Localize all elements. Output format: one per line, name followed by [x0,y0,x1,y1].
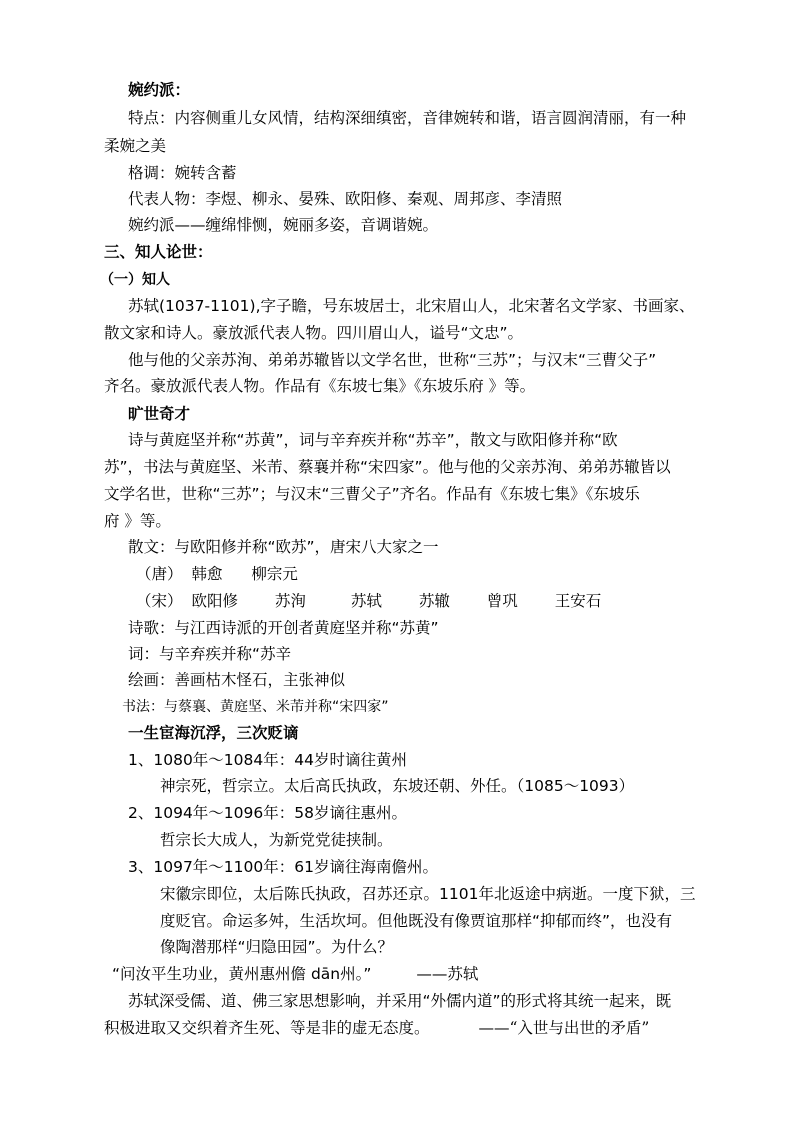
calligraphy-line: 书法：与蔡襄、黄庭坚、米芾并称“宋四家” [122,699,389,715]
career-heading: 一生宦海沉浮，三次贬谪 [128,724,299,742]
song-dynasty-label: （宋） [136,592,183,610]
intro-line-2: 散文家和诗人。豪放派代表人物。四川眉山人，谥号“文忠”。 [104,324,524,342]
ci-line: 词：与辛弃疾并称“苏辛 [128,645,292,663]
genius-line-4: 府 》等。 [104,512,171,530]
genius-line-1: 诗与黄庭坚并称“苏黄”，词与辛弃疾并称“苏辛”，散文与欧阳修并称“欧 [128,431,618,449]
song-name: 曾巩 [486,592,518,610]
family-line-1: 他与他的父亲苏洵、弟弟苏辙皆以文学名世，世称“三苏”；与汉末“三曹父子” [128,351,657,369]
song-name: 苏轼 [350,592,382,610]
song-name: 王安石 [554,592,602,610]
wanyue-feature-line-2: 柔婉之美 [104,137,167,155]
exile-item-1-note: 神宗死，哲宗立。太后高氏执政，东坡还朝、外任。（1085～1093） [160,777,635,795]
song-masters-line [136,591,601,611]
thought-tagline: ——“入世与出世的矛盾” [478,1019,650,1037]
genius-line-2: 苏”，书法与黄庭坚、米芾、蔡襄并称“宋四家”。他与他的父亲苏洵、弟弟苏辙皆以 [104,458,671,476]
intro-line-1: 苏轼(1037-1101),字子瞻，号东坡居士，北宋眉山人，北宋著名文学家、书画家、 [128,297,695,315]
thought-line-2 [104,1018,649,1038]
section-heading-zhiren-lunshi: 三、知人论世： [104,243,213,261]
thought-text: 积极进取又交织着齐生死、等是非的虚无态度。 [104,1019,430,1037]
wanyue-summary: 婉约派——缠绵悱恻，婉丽多姿，音调谐婉。 [128,216,439,234]
wanyue-representatives: 代表人物：李煜、柳永、晏殊、欧阳修、秦观、周邦彦、李清照 [128,190,563,208]
tang-name: 韩愈 [191,565,223,583]
wanyue-style: 格调：婉转含蓄 [128,164,237,182]
subsection-heading-zhiren: （一）知人 [100,272,170,288]
exile-item-3-note-3: 像陶潜那样“归隐田园”。为什么？ [160,938,394,956]
su-shi-quote-line [112,964,478,984]
song-name: 苏洵 [274,592,306,610]
thought-line-1: 苏轼深受儒、道、佛三家思想影响，并采用“外儒内道”的形式将其统一起来，既 [128,992,672,1010]
song-name: 欧阳修 [191,592,238,610]
exile-item-2: 2、1094年～1096年：58岁谪往惠州。 [128,804,407,822]
exile-item-3-note-1: 宋徽宗即位，太后陈氏执政，召苏还京。1101年北返途中病逝。一度下狱，三 [160,885,696,903]
genius-heading: 旷世奇才 [128,405,191,423]
poetry-line: 诗歌：与江西诗派的开创者黄庭坚并称“苏黄” [128,619,439,637]
exile-item-2-note: 哲宗长大成人，为新党党徒挟制。 [160,831,393,849]
song-name: 苏辙 [418,592,450,610]
prose-line: 散文：与欧阳修并称“欧苏”，唐宋八大家之一 [128,538,439,556]
quote-attribution: ——苏轼 [416,965,479,983]
tang-masters-line [136,564,298,584]
tang-dynasty-label: （唐） [136,565,183,583]
wanyue-heading: 婉约派： [128,81,191,99]
su-shi-quote: “问汝平生功业，黄州惠州儋 dān州。” [112,965,372,983]
tang-name: 柳宗元 [251,565,298,583]
exile-item-3-note-2: 度贬官。命运多舛，生活坎坷。但他既没有像贾谊那样“抑郁而终”，也没有 [160,912,673,930]
wanyue-feature-line-1: 特点：内容侧重儿女风情，结构深细缜密，音律婉转和谐，语言圆润清丽，有一种 [128,109,687,127]
genius-line-3: 文学名世，世称“三苏”；与汉末“三曹父子”齐名。作品有《东坡七集》《东坡乐 [104,485,640,503]
exile-item-1: 1、1080年～1084年：44岁时谪往黄州 [128,751,407,769]
exile-item-3: 3、1097年～1100年：61岁谪往海南儋州。 [128,858,438,876]
family-line-2: 齐名。豪放派代表人物。作品有《东坡七集》《东坡乐府 》等。 [104,377,536,395]
painting-line: 绘画：善画枯木怪石，主张神似 [128,671,346,689]
